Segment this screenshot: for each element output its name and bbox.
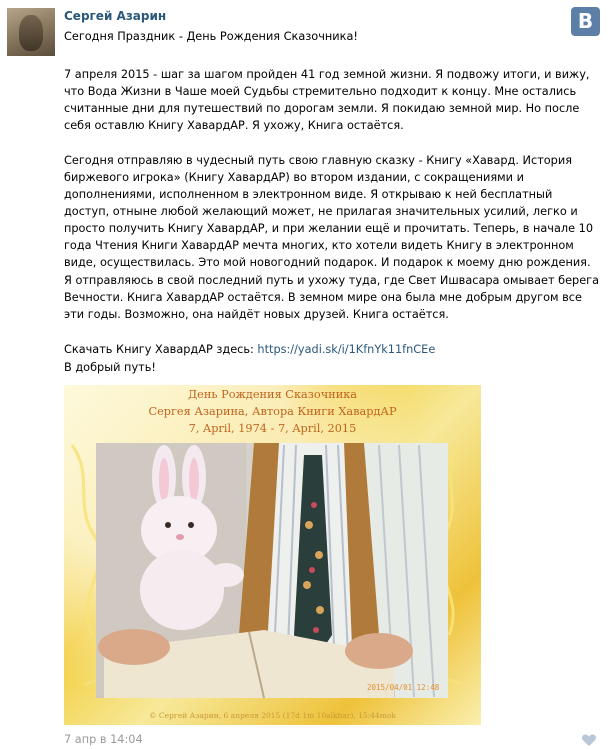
post-paragraph-1: 7 апреля 2015 - шаг за шагом пройден 41 год земной жизни. Я подвожу итоги, и вижу, что Вода Жизни в Чаше моей Судьбы стремительно подходит к концу. Мне остались считанные дни для путешествий по дорогам земли. Я покидаю земной мир. Но после себя оставлю Книгу ХавардАР. Я ухожу, Книга остаётся. xyxy=(64,68,590,132)
photo-caption-dates: 7, April, 1974 - 7, April, 2015 xyxy=(188,422,357,435)
heart-icon[interactable] xyxy=(581,733,597,747)
download-label: Скачать Книгу ХавардАР здесь: xyxy=(64,343,258,356)
post-date[interactable]: 7 апр в 14:04 xyxy=(64,733,143,746)
download-line xyxy=(64,341,599,358)
photo-timestamp: 2015/04/01 12:48 xyxy=(367,683,440,692)
author-name[interactable]: Сергей Азарин xyxy=(64,9,167,23)
vk-logo-icon[interactable]: В xyxy=(571,7,600,36)
photo-illustration xyxy=(64,385,481,725)
photo-caption-title: День Рождения Сказочника xyxy=(187,388,358,401)
post-paragraph-2: Сегодня отправляю в чудесный путь свою главную сказку - Книгу «Хавард. История биржевого игрока» (Книгу ХавардАР) во втором издании, с сокращениями и дополнениями, исполненном в электронном виде. Я открываю к ней бесплатный доступ, отныне любой желающий может, не прилагая значительных усилий, легко и просто получить Книгу ХавардАР, и при желании ещё и прочитать. Теперь, в начале 10 года Чтения Книги ХавардАР мечта многих, кто хотели видеть Книгу в электронном виде, осуществилась. Это мой новогодний подарок. И подарок к моему дню рождения. xyxy=(64,154,594,269)
author-avatar[interactable] xyxy=(7,8,55,56)
photo-caption-subtitle: Сергея Азарина, Автора Книги ХавардАР xyxy=(148,405,397,418)
avatar-face xyxy=(19,15,43,51)
download-link[interactable]: https://yadi.sk/i/1KfnYk11fnCEe xyxy=(257,343,436,356)
photo-copyright: © Сергей Азарин, 6 апреля 2015 (17d 1m 10alkhar), 15:44mok xyxy=(149,711,396,720)
post-photo[interactable] xyxy=(64,385,481,725)
closing-line: В добрый путь! xyxy=(64,361,156,374)
post-headline: Сегодня Праздник - День Рождения Сказочника! xyxy=(64,30,358,43)
post-paragraph-3: Я отправляюсь в свой последний путь и ухожу туда, где Свет Ишвасара омывает берега Вечности. Книга ХавардАР остаётся. В земном мире она была мне добрым другом все эти годы. Возможно, она найдёт новых друзей. Книга остаётся. xyxy=(64,274,600,321)
